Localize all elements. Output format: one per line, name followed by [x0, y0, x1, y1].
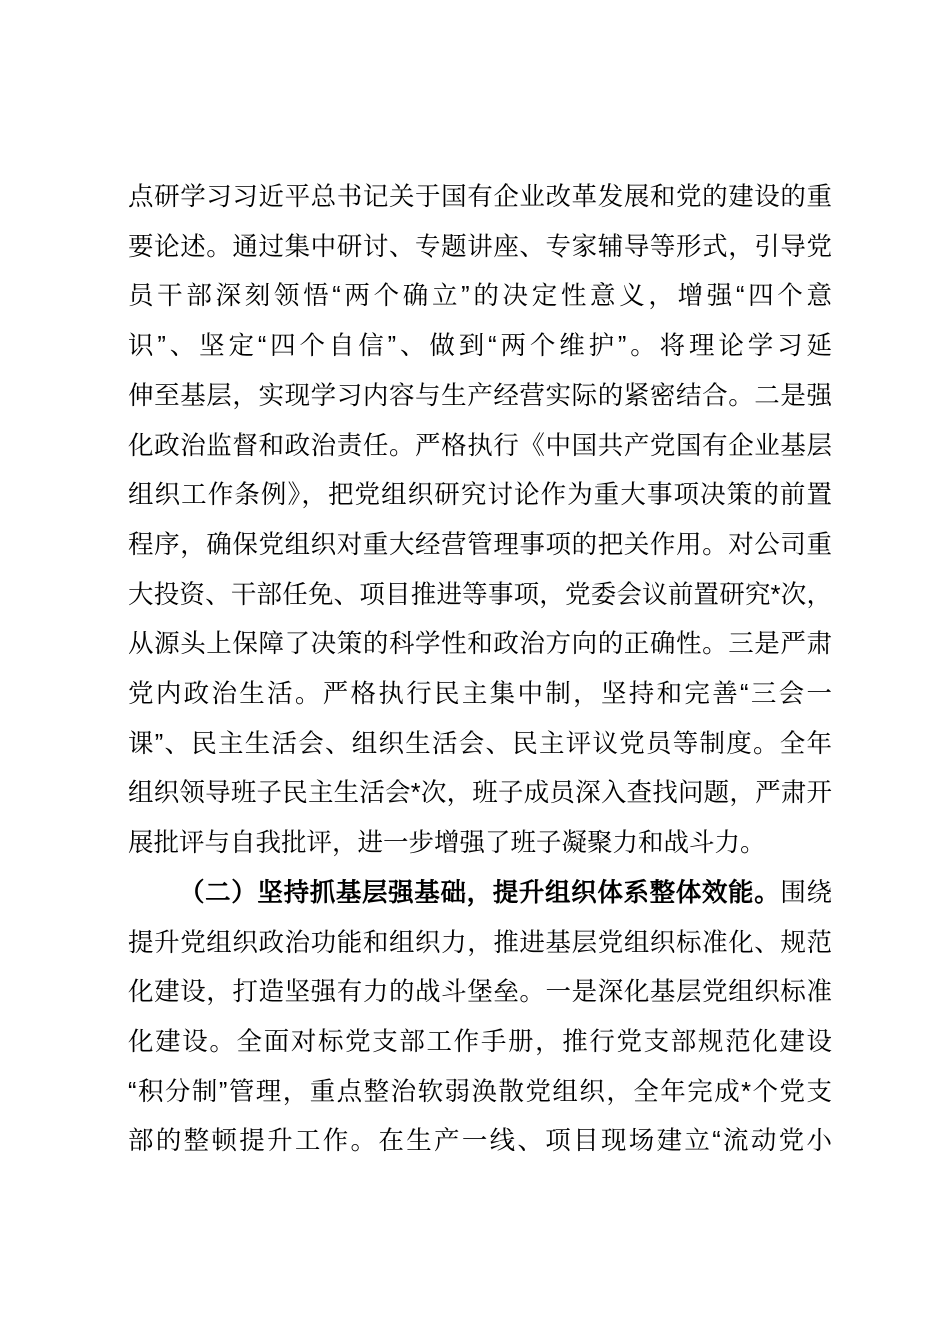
- text-line: [128, 1117, 832, 1167]
- text-line: [128, 173, 832, 223]
- body-text-segment: 点研学习习近平总书记关于国有企业改革发展和党的建设的重: [128, 183, 832, 211]
- section-heading-bold-segment: （二）坚持抓基层强基础，提升组织体系整体效能。: [179, 878, 781, 907]
- body-text-segment: 展批评与自我批评，进一步增强了班子凝聚力和战斗力。: [128, 829, 766, 858]
- text-line: [128, 919, 832, 969]
- body-text-segment: 程序，确保党组织对重大经营管理事项的把关作用。对公司重: [128, 530, 832, 559]
- body-text-segment: 化建设，打造坚强有力的战斗堡垒。一是深化基层党组织标准: [128, 978, 832, 1007]
- text-line: [128, 471, 832, 521]
- text-line: [128, 769, 832, 819]
- text-line: [128, 720, 832, 770]
- text-line: [128, 819, 832, 869]
- text-line: [128, 1068, 832, 1118]
- body-text-segment: 伸至基层，实现学习内容与生产经营实际的紧密结合。二是强: [128, 381, 832, 410]
- body-text-segment: 从源头上保障了决策的科学性和政治方向的正确性。三是严肃: [128, 630, 832, 659]
- body-text-segment: 化政治监督和政治责任。严格执行《中国共产党国有企业基层: [128, 431, 832, 460]
- text-line: [128, 272, 832, 322]
- text-line: [128, 422, 832, 472]
- text-line: [128, 571, 832, 621]
- text-line: [128, 521, 832, 571]
- body-text-segment: 党内政治生活。严格执行民主集中制，坚持和完善“三会一: [128, 680, 832, 709]
- text-line: [128, 869, 832, 919]
- body-text-segment: 围绕: [780, 878, 832, 907]
- body-text-segment: 化建设。全面对标党支部工作手册，推行党支部规范化建设: [128, 1027, 832, 1056]
- document-body: [128, 173, 832, 1167]
- text-line: [128, 620, 832, 670]
- text-line: [128, 670, 832, 720]
- body-text-segment: 识”、坚定“四个自信”、做到“两个维护”。将理论学习延: [128, 332, 832, 361]
- body-text-segment: “积分制”管理，重点整治软弱涣散党组织，全年完成*个党支: [128, 1077, 832, 1106]
- body-text-segment: 课”、民主生活会、组织生活会、民主评议党员等制度。全年: [128, 729, 832, 758]
- body-text-segment: 组织工作条例》，把党组织研究讨论作为重大事项决策的前置: [128, 481, 832, 510]
- body-text-segment: 提升党组织政治功能和组织力，推进基层党组织标准化、规范: [128, 928, 832, 957]
- body-text-segment: 要论述。通过集中研讨、专题讲座、专家辅导等形式，引导党: [128, 232, 832, 261]
- text-line: [128, 968, 832, 1018]
- text-line: [128, 1018, 832, 1068]
- text-line: [128, 223, 832, 273]
- body-text-segment: 员干部深刻领悟“两个确立”的决定性意义，增强“四个意: [128, 282, 832, 311]
- body-text-segment: 组织领导班子民主生活会*次，班子成员深入查找问题，严肃开: [128, 779, 832, 808]
- body-text-segment: 大投资、干部任免、项目推进等事项，党委会议前置研究*次，: [128, 580, 832, 609]
- body-text-segment: 部的整顿提升工作。在生产一线、项目现场建立“流动党小: [128, 1127, 832, 1156]
- text-line: [128, 322, 832, 372]
- text-line: [128, 372, 832, 422]
